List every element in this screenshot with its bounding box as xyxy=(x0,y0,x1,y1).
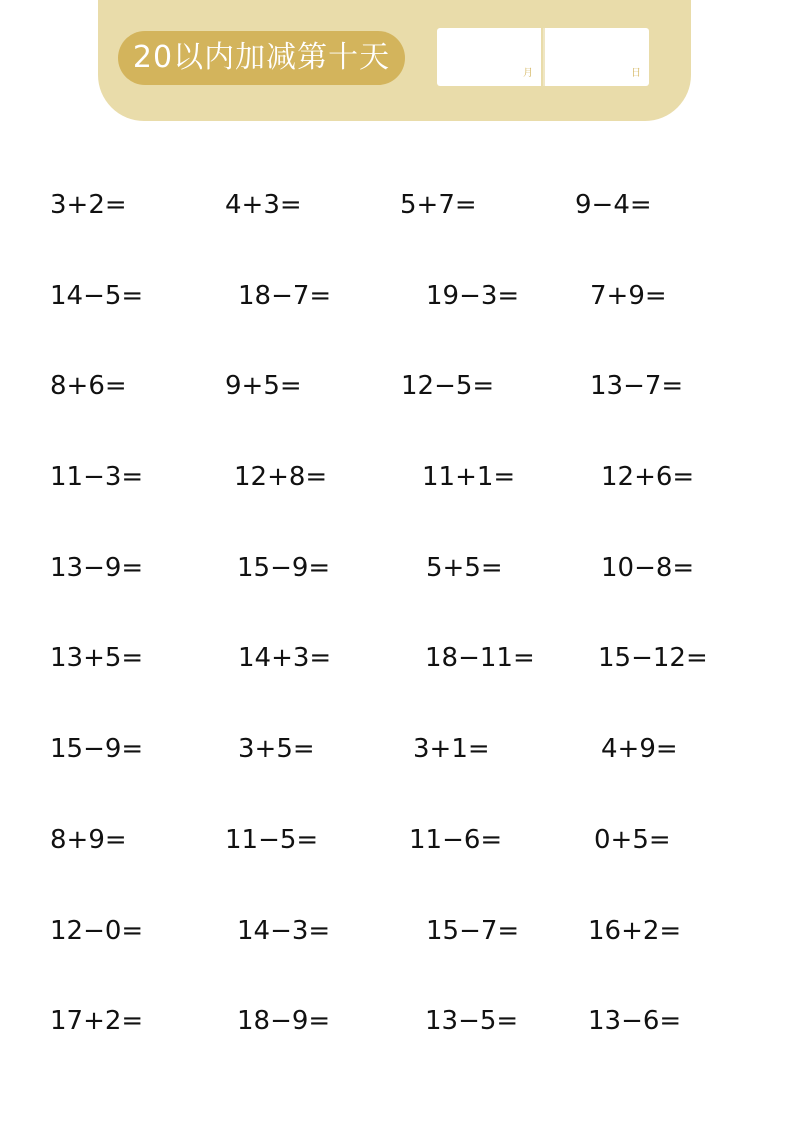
problem-r8-c2: 11−5= xyxy=(225,825,319,855)
problem-r8-c3: 11−6= xyxy=(409,825,503,855)
problem-r10-c4: 13−6= xyxy=(588,1006,682,1036)
problem-r1-c3: 5+7= xyxy=(400,190,477,220)
day-field[interactable] xyxy=(545,28,649,86)
problem-r10-c3: 13−5= xyxy=(425,1006,519,1036)
problem-r7-c3: 3+1= xyxy=(413,734,490,764)
problem-r1-c4: 9−4= xyxy=(575,190,652,220)
problem-r8-c1: 8+9= xyxy=(50,825,127,855)
problem-r7-c4: 4+9= xyxy=(601,734,678,764)
problem-r7-c1: 15−9= xyxy=(50,734,144,764)
problem-r2-c1: 14−5= xyxy=(50,281,144,311)
problem-r5-c2: 15−9= xyxy=(237,553,331,583)
problem-r6-c3: 18−11= xyxy=(425,643,535,673)
problem-r1-c2: 4+3= xyxy=(225,190,302,220)
problem-r10-c1: 17+2= xyxy=(50,1006,144,1036)
worksheet-title: 20以内加减第十天 xyxy=(118,31,405,85)
month-label: 月 xyxy=(523,68,533,79)
header-panel xyxy=(98,0,691,121)
problem-r3-c3: 12−5= xyxy=(401,371,495,401)
day-label: 日 xyxy=(631,68,641,79)
problem-r9-c3: 15−7= xyxy=(426,916,520,946)
problem-r9-c4: 16+2= xyxy=(588,916,682,946)
problem-r4-c3: 11+1= xyxy=(422,462,516,492)
problem-r9-c1: 12−0= xyxy=(50,916,144,946)
problem-r2-c2: 18−7= xyxy=(238,281,332,311)
problem-r4-c4: 12+6= xyxy=(601,462,695,492)
month-field[interactable] xyxy=(437,28,541,86)
problem-r2-c3: 19−3= xyxy=(426,281,520,311)
problem-r3-c1: 8+6= xyxy=(50,371,127,401)
problem-r4-c2: 12+8= xyxy=(234,462,328,492)
problem-r5-c1: 13−9= xyxy=(50,553,144,583)
problem-r9-c2: 14−3= xyxy=(237,916,331,946)
problem-r8-c4: 0+5= xyxy=(594,825,671,855)
problem-r1-c1: 3+2= xyxy=(50,190,127,220)
problem-r6-c4: 15−12= xyxy=(598,643,708,673)
problem-r2-c4: 7+9= xyxy=(590,281,667,311)
problem-r7-c2: 3+5= xyxy=(238,734,315,764)
problem-r3-c2: 9+5= xyxy=(225,371,302,401)
problem-r4-c1: 11−3= xyxy=(50,462,144,492)
problem-r10-c2: 18−9= xyxy=(237,1006,331,1036)
problem-r6-c1: 13+5= xyxy=(50,643,144,673)
problem-r3-c4: 13−7= xyxy=(590,371,684,401)
problem-r6-c2: 14+3= xyxy=(238,643,332,673)
problem-r5-c3: 5+5= xyxy=(426,553,503,583)
problem-r5-c4: 10−8= xyxy=(601,553,695,583)
